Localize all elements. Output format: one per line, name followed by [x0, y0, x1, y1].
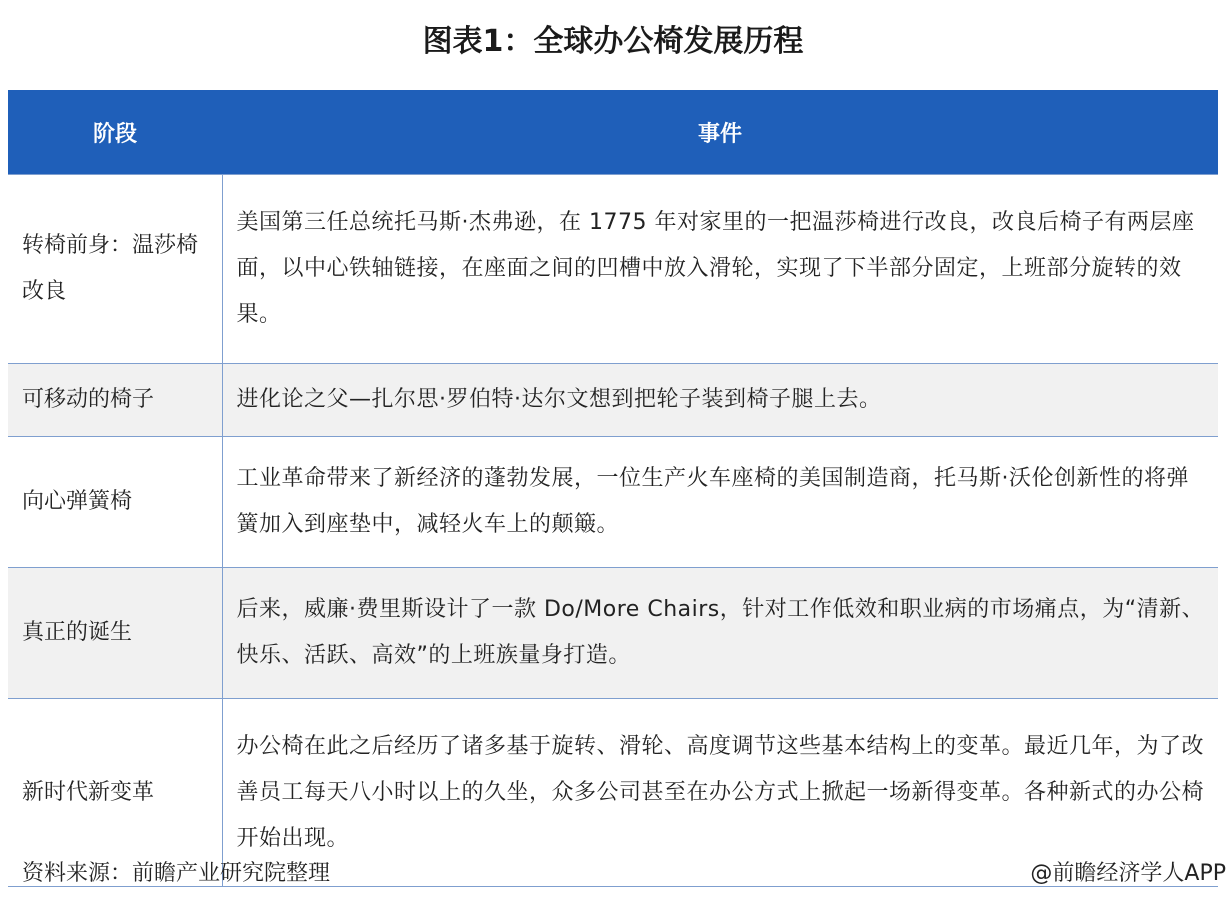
- stage-cell: 可移动的椅子: [8, 364, 222, 437]
- table-row: [8, 175, 1218, 364]
- table-row: [8, 437, 1218, 568]
- table-row: [8, 568, 1218, 699]
- event-cell: 美国第三任总统托马斯·杰弗逊，在 1775 年对家里的一把温莎椅进行改良，改良后椅子有两层座面，以中心铁轴链接，在座面之间的凹槽中放入滑轮，实现了下半部分固定，上班部分旋转的效果。: [222, 175, 1218, 364]
- event-cell: 进化论之父—扎尔思·罗伯特·达尔文想到把轮子装到椅子腿上去。: [222, 364, 1218, 437]
- stage-cell: 新时代新变革: [8, 699, 222, 887]
- brand-credit: @前瞻经济学人APP: [1030, 861, 1226, 886]
- header-event: 事件: [222, 90, 1218, 175]
- page-title: 图表1：全球办公椅发展历程: [422, 24, 804, 59]
- table-header-row: [8, 90, 1218, 175]
- table-row: [8, 364, 1218, 437]
- event-cell: 办公椅在此之后经历了诸多基于旋转、滑轮、高度调节这些基本结构上的变革。最近几年，为了改善员工每天八小时以上的久坐，众多公司甚至在办公方式上掀起一场新得变革。各种新式的办公椅开始出现。: [222, 699, 1218, 887]
- event-cell: 后来，威廉·费里斯设计了一款 Do/More Chairs，针对工作低效和职业病的市场痛点，为“清新、快乐、活跃、高效”的上班族量身打造。: [222, 568, 1218, 699]
- header-stage: 阶段: [8, 90, 222, 175]
- stage-cell: 向心弹簧椅: [8, 437, 222, 568]
- footer: [0, 846, 1226, 896]
- development-table: [8, 90, 1218, 887]
- stage-cell: 真正的诞生: [8, 568, 222, 699]
- source-note: 资料来源：前瞻产业研究院整理: [22, 861, 331, 886]
- stage-cell: 转椅前身：温莎椅改良: [8, 175, 222, 364]
- event-cell: 工业革命带来了新经济的蓬勃发展，一位生产火车座椅的美国制造商，托马斯·沃伦创新性的将弹簧加入到座垫中，减轻火车上的颠簸。: [222, 437, 1218, 568]
